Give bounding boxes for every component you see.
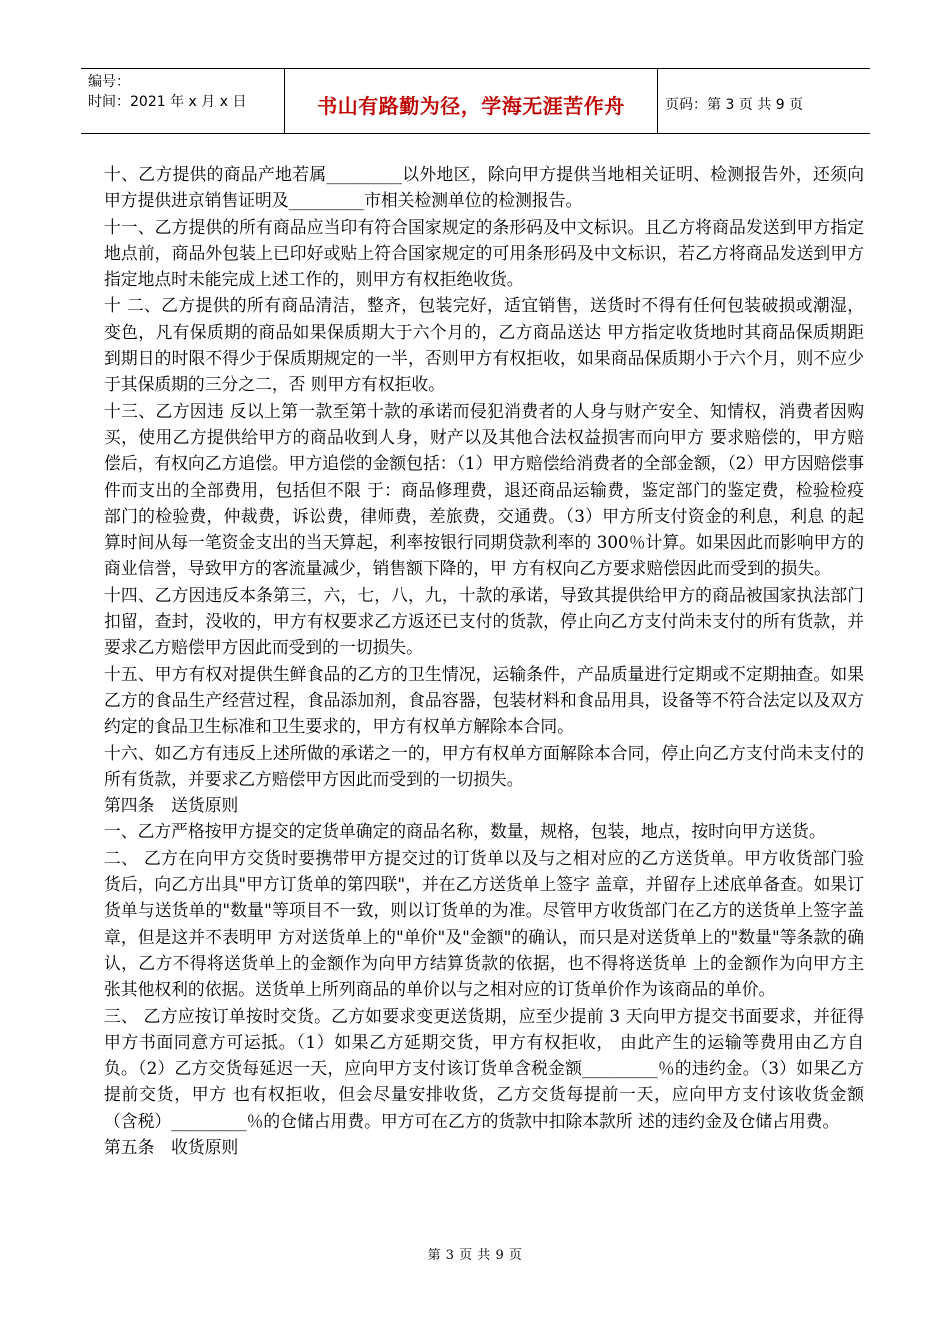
page-header bbox=[81, 68, 870, 134]
document-body bbox=[104, 161, 864, 1160]
clause-16: 十六、如乙方有违反上述所做的承诺之一的，甲方有权单方面解除本合同，停止向乙方支付尚未支付的所有货款，并要求乙方赔偿甲方因此而受到的一切损失。 bbox=[104, 742, 864, 789]
clause-11: 十一、乙方提供的所有商品应当印有符合国家规定的条形码及中文标识。且乙方将商品发送到甲方指定地点前，商品外包装上已印好或贴上符合国家规定的可用条形码及中文标识，若乙方将商品发送到甲方指定地点时未能完成上述工作的，则甲方有权拒绝收货。 bbox=[104, 216, 864, 290]
section-heading-article-4: 第四条 送货原则 bbox=[104, 795, 239, 816]
clause-13: 十三、乙方因违 反以上第一款至第十款的承诺而侵犯消费者的人身与财产安全、知情权，消费者因购买，使用乙方提供给甲方的商品收到人身，财产以及其他合法权益损害而向甲方 要求赔偿的，甲方赔偿后，有权向乙方追偿。甲方追偿的金额包括：（1）甲方赔偿给消费者的全部金额，（2）甲方因赔偿事件而支出的全部费用，包括但不限 于：商品修理费，退还商品运输费，鉴定部门的鉴定费，检验检疫部门的检验费，仲裁费，诉讼费，律师费，差旅费，交通费。（3）甲方所支付资金的利息，利息 的起算时间从每一笔资金支出的当天算起，利率按银行同期贷款利率的 300％计算。如果因此而影响甲方的商业信誉，导致甲方的客流量减少，销售额下降的，甲 方有权向乙方要求赔偿因此而受到的损失。 bbox=[104, 400, 864, 579]
page-footer: 第 3 页 共 9 页 bbox=[427, 1248, 523, 1263]
clause-12: 十 二、乙方提供的所有商品清洁，整齐，包装完好，适宜销售，送货时不得有任何包装破损或潮湿，变色，凡有保质期的商品如果保质期大于六个月的，乙方商品送达 甲方指定收货地时其商品保质期距到期日的时限不得少于保质期规定的一半，否则甲方有权拒收，如果商品保质期小于六个月，则不应少于其保质期的三分之二，否 则甲方有权拒收。 bbox=[104, 295, 864, 395]
clause-14: 十四、乙方因违反本条第三，六，七，八，九，十款的承诺，导致其提供给甲方的商品被国家执法部门扣留，查封，没收的，甲方有权要求乙方返还已支付的货款，停止向乙方支付尚未支付的所有货款，并要求乙方赔偿甲方因此而受到的一切损失。 bbox=[104, 584, 864, 658]
header-motto: 书山有路勤为径，学海无涯苦作舟 bbox=[285, 69, 658, 133]
header-meta bbox=[81, 69, 285, 133]
document-number-label: 编号： bbox=[88, 74, 130, 90]
delivery-rule-3: 三、 乙方应按订单按时交货。乙方如要求变更送货期，应至少提前 3 天向甲方提交书面要求，并征得甲方书面同意方可运抵。（1）如果乙方延期交货，甲方有权拒收， 由此产生的运输等费用由乙方自负。（2）乙方交货每延迟一天，应向甲方支付该订货单含税金额_________％的违约金。（3）如果乙方提前交货，甲方 也有权拒收，但会尽量安排收货，乙方交货每提前一天，应向甲方支付该收货金额（含税）_________％的仓储占用费。甲方可在乙方的货款中扣除本款所 述的违约金及仓储占用费。 bbox=[104, 1005, 864, 1131]
clause-10: 十、乙方提供的商品产地若属_________以外地区，除向甲方提供当地相关证明、检测报告外，还须向甲方提供进京销售证明及_________市相关检测单位的检测报告。 bbox=[104, 164, 864, 211]
clause-15: 十五、甲方有权对提供生鲜食品的乙方的卫生情况，运输条件，产品质量进行定期或不定期抽查。如果乙方的食品生产经营过程，食品添加剂，食品容器，包装材料和食品用具，设备等不符合法定以及双方约定的食品卫生标准和卫生要求的，甲方有权单方解除本合同。 bbox=[104, 663, 864, 737]
section-heading-article-5: 第五条 收货原则 bbox=[104, 1136, 239, 1157]
delivery-rule-2: 二、 乙方在向甲方交货时要携带甲方提交过的订货单以及与之相对应的乙方送货单。甲方收货部门验货后，向乙方出具"甲方订货单的第四联"，并在乙方送货单上签字 盖章，并留存上述底单备查。如果订货单与送货单的"数量"等项目不一致，则以订货单的为准。尽管甲方收货部门在乙方的送货单上签字盖章，但是这并不表明甲 方对送货单上的"单价"及"金额"的确认，而只是对送货单上的"数量"等条款的确认，乙方不得将送货单上的金额作为向甲方结算货款的依据，也不得将送货单 上的金额作为向甲方主张其他权利的依据。送货单上所列商品的单价以与之相对应的订货单价作为该商品的单价。 bbox=[104, 847, 864, 1000]
document-date: 时间：2021 年 x 月 x 日 bbox=[88, 94, 247, 110]
delivery-rule-1: 一、乙方严格按甲方提交的定货单确定的商品名称，数量，规格，包装，地点，按时向甲方送货。 bbox=[104, 821, 826, 842]
header-page-info: 页码：第 3 页 共 9 页 bbox=[665, 97, 804, 113]
